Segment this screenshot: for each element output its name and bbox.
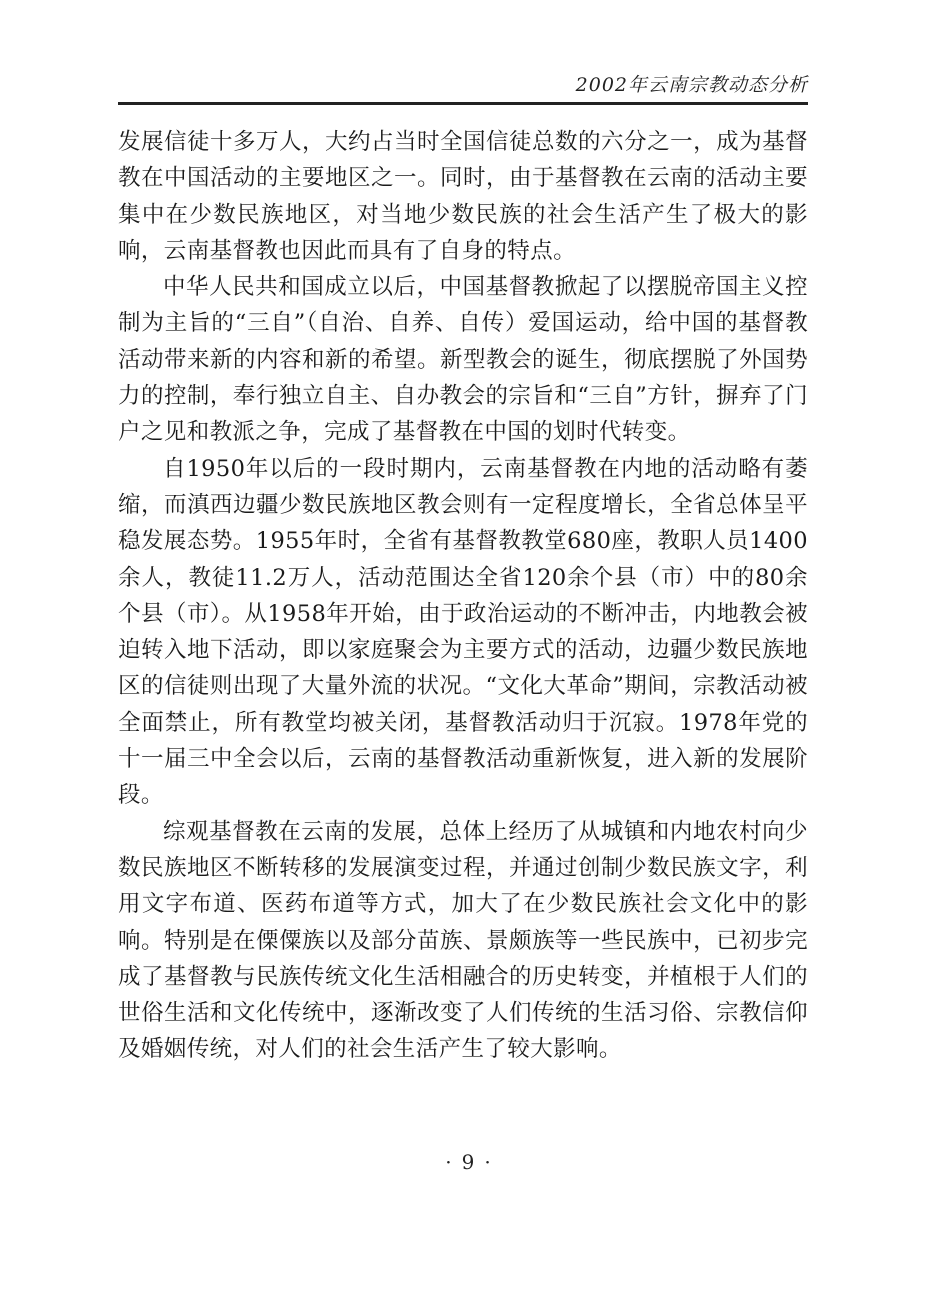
folio-dot-right: · <box>484 1150 491 1174</box>
page-number: 9 <box>461 1150 475 1174</box>
running-header: 2002年云南宗教动态分析 <box>575 74 808 96</box>
paragraph-4: 综观基督教在云南的发展，总体上经历了从城镇和内地农村向少数民族地区不断转移的发展演变过程，并通过创制少数民族文字，利用文字布道、医药布道等方式，加大了在少数民族社会文化中的影响。特别是在傈僳族以及部分苗族、景颇族等一些民族中，已初步完成了基督教与民族传统文化生活相融合的历史转变，并植根于人们的世俗生活和文化传统中，逐渐改变了人们传统的生活习俗、宗教信仰及婚姻传统，对人们的社会生活产生了较大影响。 <box>118 818 808 1063</box>
body-text <box>118 124 808 1068</box>
page-number-footer <box>0 1150 936 1174</box>
paragraph-1: 发展信徒十多万人，大约占当时全国信徒总数的六分之一，成为基督教在中国活动的主要地区之一。同时，由于基督教在云南的活动主要集中在少数民族地区，对当地少数民族的社会生活产生了极大的影响，云南基督教也因此而具有了自身的特点。 <box>118 129 808 264</box>
paragraph-3: 自1950年以后的一段时期内，云南基督教在内地的活动略有萎缩，而滇西边疆少数民族地区教会则有一定程度增长，全省总体呈平稳发展态势。1955年时，全省有基督教教堂680座，教职人员1400余人，教徒11.2万人，活动范围达全省120余个县（市）中的80余个县（市）。从1958年开始，由于政治运动的不断冲击，内地教会被迫转入地下活动，即以家庭聚会为主要方式的活动，边疆少数民族地区的信徒则出现了大量外流的状况。“文化大革命”期间，宗教活动被全面禁止，所有教堂均被关闭，基督教活动归于沉寂。1978年党的十一届三中全会以后，云南的基督教活动重新恢复，进入新的发展阶段。 <box>118 455 808 809</box>
header-rule <box>118 102 808 105</box>
folio-dot-left: · <box>445 1150 452 1174</box>
paragraph-2: 中华人民共和国成立以后，中国基督教掀起了以摆脱帝国主义控制为主旨的“三自”（自治、自养、自传）爱国运动，给中国的基督教活动带来新的内容和新的希望。新型教会的诞生，彻底摆脱了外国势力的控制，奉行独立自主、自办教会的宗旨和“三自”方针，摒弃了门户之见和教派之争，完成了基督教在中国的划时代转变。 <box>118 274 808 446</box>
